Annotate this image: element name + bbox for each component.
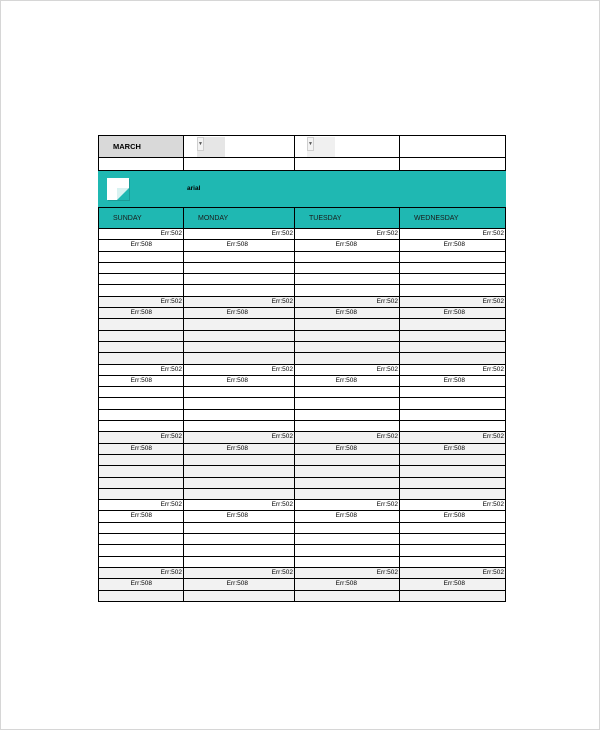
note-cell[interactable] — [400, 534, 506, 545]
table-row — [98, 579, 506, 590]
week-block — [98, 568, 506, 602]
note-cell[interactable] — [98, 353, 184, 364]
ref-cell[interactable]: Err:508 — [400, 511, 506, 522]
table-row — [98, 263, 506, 274]
note-cell[interactable] — [98, 534, 184, 545]
date-cell[interactable]: Err:502 — [400, 365, 506, 376]
week-block — [98, 229, 506, 297]
date-cell[interactable]: Err:502 — [184, 568, 295, 579]
note-cell[interactable] — [184, 285, 295, 296]
note-cell[interactable] — [295, 387, 400, 398]
note-cell[interactable] — [98, 410, 184, 421]
ref-cell[interactable]: Err:508 — [98, 376, 184, 387]
note-cell[interactable] — [98, 331, 184, 342]
date-cell[interactable]: Err:502 — [400, 432, 506, 443]
note-cell[interactable] — [295, 342, 400, 353]
sticky-note-icon — [107, 178, 129, 200]
note-cell[interactable] — [98, 523, 184, 534]
note-cell[interactable] — [98, 285, 184, 296]
ref-cell[interactable]: Err:508 — [184, 579, 295, 590]
table-row — [98, 591, 506, 602]
note-cell[interactable] — [400, 489, 506, 500]
date-cell[interactable]: Err:502 — [295, 229, 400, 240]
month-dropdown[interactable] — [197, 137, 225, 157]
note-cell[interactable] — [98, 489, 184, 500]
ref-cell[interactable]: Err:508 — [400, 376, 506, 387]
banner-text: arial — [187, 185, 201, 192]
note-cell[interactable] — [184, 489, 295, 500]
date-cell[interactable]: Err:502 — [98, 229, 184, 240]
table-row — [98, 319, 506, 330]
note-cell[interactable] — [98, 263, 184, 274]
date-cell[interactable]: Err:502 — [400, 297, 506, 308]
date-cell[interactable]: Err:502 — [400, 229, 506, 240]
note-cell[interactable] — [400, 252, 506, 263]
table-row — [98, 365, 506, 376]
note-cell[interactable] — [98, 545, 184, 556]
ref-cell[interactable]: Err:508 — [98, 511, 184, 522]
date-cell[interactable]: Err:502 — [98, 432, 184, 443]
note-cell[interactable] — [98, 591, 184, 602]
note-cell[interactable] — [98, 387, 184, 398]
note-cell[interactable] — [400, 545, 506, 556]
note-cell[interactable] — [98, 421, 184, 432]
note-cell[interactable] — [295, 319, 400, 330]
date-cell[interactable]: Err:502 — [98, 365, 184, 376]
note-cell[interactable] — [400, 455, 506, 466]
table-row — [98, 489, 506, 500]
table-row — [98, 308, 506, 319]
note-cell[interactable] — [295, 557, 400, 568]
note-cell[interactable] — [184, 421, 295, 432]
spacer-cell — [400, 158, 506, 171]
note-cell[interactable] — [400, 387, 506, 398]
ref-cell[interactable]: Err:508 — [295, 579, 400, 590]
note-cell[interactable] — [98, 398, 184, 409]
ref-cell[interactable]: Err:508 — [184, 240, 295, 251]
note-cell[interactable] — [295, 489, 400, 500]
note-cell[interactable] — [98, 252, 184, 263]
table-row — [98, 342, 506, 353]
note-cell[interactable] — [400, 353, 506, 364]
note-cell[interactable] — [98, 319, 184, 330]
note-cell[interactable] — [295, 455, 400, 466]
note-cell[interactable] — [295, 263, 400, 274]
note-cell[interactable] — [400, 331, 506, 342]
note-cell[interactable] — [184, 455, 295, 466]
table-row — [98, 252, 506, 263]
note-cell[interactable] — [295, 545, 400, 556]
week-block — [98, 432, 506, 500]
week-block — [98, 297, 506, 365]
ref-cell[interactable]: Err:508 — [295, 511, 400, 522]
date-cell[interactable]: Err:502 — [295, 500, 400, 511]
table-row — [98, 478, 506, 489]
table-row — [98, 229, 506, 240]
table-row — [98, 376, 506, 387]
ref-cell[interactable]: Err:508 — [98, 240, 184, 251]
note-cell[interactable] — [400, 478, 506, 489]
note-cell[interactable] — [295, 591, 400, 602]
calendar-sheet — [98, 135, 506, 602]
table-row — [98, 387, 506, 398]
table-row — [98, 466, 506, 477]
note-cell[interactable] — [98, 342, 184, 353]
note-cell[interactable] — [295, 466, 400, 477]
table-row — [98, 331, 506, 342]
ref-cell[interactable]: Err:508 — [184, 511, 295, 522]
table-row — [98, 545, 506, 556]
spacer-cell — [98, 158, 184, 171]
note-cell[interactable] — [184, 342, 295, 353]
week-block — [98, 365, 506, 433]
note-cell[interactable] — [400, 410, 506, 421]
month-row — [98, 135, 506, 158]
table-row — [98, 297, 506, 308]
note-cell[interactable] — [295, 421, 400, 432]
date-cell[interactable]: Err:502 — [98, 297, 184, 308]
note-cell[interactable] — [184, 466, 295, 477]
day-header-tuesday: TUESDAY — [295, 207, 400, 229]
table-row — [98, 398, 506, 409]
date-cell[interactable]: Err:502 — [184, 432, 295, 443]
note-cell[interactable] — [184, 398, 295, 409]
date-cell[interactable]: Err:502 — [184, 365, 295, 376]
note-cell[interactable] — [98, 557, 184, 568]
note-cell[interactable] — [184, 331, 295, 342]
dropdown-arrow-icon[interactable]: ▼ — [307, 137, 314, 151]
note-cell[interactable] — [184, 557, 295, 568]
ref-cell[interactable]: Err:508 — [400, 308, 506, 319]
note-cell[interactable] — [400, 319, 506, 330]
ref-cell[interactable]: Err:508 — [400, 579, 506, 590]
ref-cell[interactable]: Err:508 — [184, 444, 295, 455]
table-row — [98, 240, 506, 251]
note-cell[interactable] — [295, 331, 400, 342]
date-cell[interactable]: Err:502 — [295, 432, 400, 443]
note-cell[interactable] — [184, 353, 295, 364]
note-cell[interactable] — [295, 252, 400, 263]
day-header-sunday: SUNDAY — [98, 207, 184, 229]
table-row — [98, 274, 506, 285]
ref-cell[interactable]: Err:508 — [184, 308, 295, 319]
note-cell[interactable] — [400, 263, 506, 274]
weeks-container — [98, 229, 506, 602]
table-row — [98, 421, 506, 432]
year-select-cell — [295, 135, 400, 158]
note-cell[interactable] — [295, 523, 400, 534]
table-row — [98, 455, 506, 466]
date-cell[interactable]: Err:502 — [295, 365, 400, 376]
note-cell[interactable] — [400, 557, 506, 568]
table-row — [98, 557, 506, 568]
note-cell[interactable] — [184, 252, 295, 263]
note-cell[interactable] — [184, 319, 295, 330]
date-cell[interactable]: Err:502 — [184, 229, 295, 240]
table-row — [98, 568, 506, 579]
ref-cell[interactable]: Err:508 — [184, 376, 295, 387]
note-cell[interactable] — [295, 534, 400, 545]
note-cell[interactable] — [98, 466, 184, 477]
spacer-cell — [295, 158, 400, 171]
note-cell[interactable] — [295, 478, 400, 489]
ref-cell[interactable]: Err:508 — [295, 444, 400, 455]
note-cell[interactable] — [400, 342, 506, 353]
note-cell[interactable] — [184, 591, 295, 602]
note-cell[interactable] — [295, 274, 400, 285]
note-cell[interactable] — [400, 398, 506, 409]
spacer-cell — [184, 158, 295, 171]
note-cell[interactable] — [400, 523, 506, 534]
note-cell[interactable] — [295, 285, 400, 296]
date-cell[interactable]: Err:502 — [295, 297, 400, 308]
month-select-cell — [184, 135, 295, 158]
table-row — [98, 523, 506, 534]
note-cell[interactable] — [295, 353, 400, 364]
note-cell[interactable] — [400, 421, 506, 432]
ref-cell[interactable]: Err:508 — [400, 240, 506, 251]
note-cell[interactable] — [400, 591, 506, 602]
note-cell[interactable] — [295, 410, 400, 421]
table-row — [98, 534, 506, 545]
table-row — [98, 353, 506, 364]
day-header-monday: MONDAY — [184, 207, 295, 229]
note-cell[interactable] — [98, 478, 184, 489]
year-dropdown[interactable] — [307, 137, 335, 157]
table-row — [98, 500, 506, 511]
empty-header-cell — [400, 135, 506, 158]
date-cell[interactable]: Err:502 — [295, 568, 400, 579]
date-cell[interactable]: Err:502 — [400, 500, 506, 511]
note-cell[interactable] — [184, 410, 295, 421]
note-cell[interactable] — [98, 274, 184, 285]
spacer-row — [98, 158, 506, 171]
note-cell[interactable] — [184, 534, 295, 545]
dropdown-arrow-icon[interactable]: ▼ — [197, 137, 204, 151]
note-cell[interactable] — [184, 387, 295, 398]
table-row — [98, 285, 506, 296]
week-block — [98, 500, 506, 568]
title-banner — [98, 171, 506, 207]
table-row — [98, 511, 506, 522]
date-cell[interactable]: Err:502 — [98, 500, 184, 511]
note-cell[interactable] — [184, 274, 295, 285]
table-row — [98, 444, 506, 455]
ref-cell[interactable]: Err:508 — [295, 376, 400, 387]
ref-cell[interactable]: Err:508 — [98, 444, 184, 455]
note-cell[interactable] — [295, 398, 400, 409]
ref-cell[interactable]: Err:508 — [295, 240, 400, 251]
ref-cell[interactable]: Err:508 — [295, 308, 400, 319]
table-row — [98, 410, 506, 421]
date-cell[interactable]: Err:502 — [184, 500, 295, 511]
table-row — [98, 432, 506, 443]
note-cell[interactable] — [98, 455, 184, 466]
note-cell[interactable] — [400, 285, 506, 296]
ref-cell[interactable]: Err:508 — [98, 308, 184, 319]
ref-cell[interactable]: Err:508 — [400, 444, 506, 455]
note-cell[interactable] — [184, 478, 295, 489]
day-header-wednesday: WEDNESDAY — [400, 207, 506, 229]
ref-cell[interactable]: Err:508 — [98, 579, 184, 590]
month-label: MARCH — [98, 135, 184, 158]
note-cell[interactable] — [184, 263, 295, 274]
note-cell[interactable] — [184, 545, 295, 556]
day-header-row — [98, 207, 506, 229]
date-cell[interactable]: Err:502 — [400, 568, 506, 579]
date-cell[interactable]: Err:502 — [184, 297, 295, 308]
note-cell[interactable] — [400, 466, 506, 477]
note-cell[interactable] — [184, 523, 295, 534]
note-cell[interactable] — [400, 274, 506, 285]
date-cell[interactable]: Err:502 — [98, 568, 184, 579]
